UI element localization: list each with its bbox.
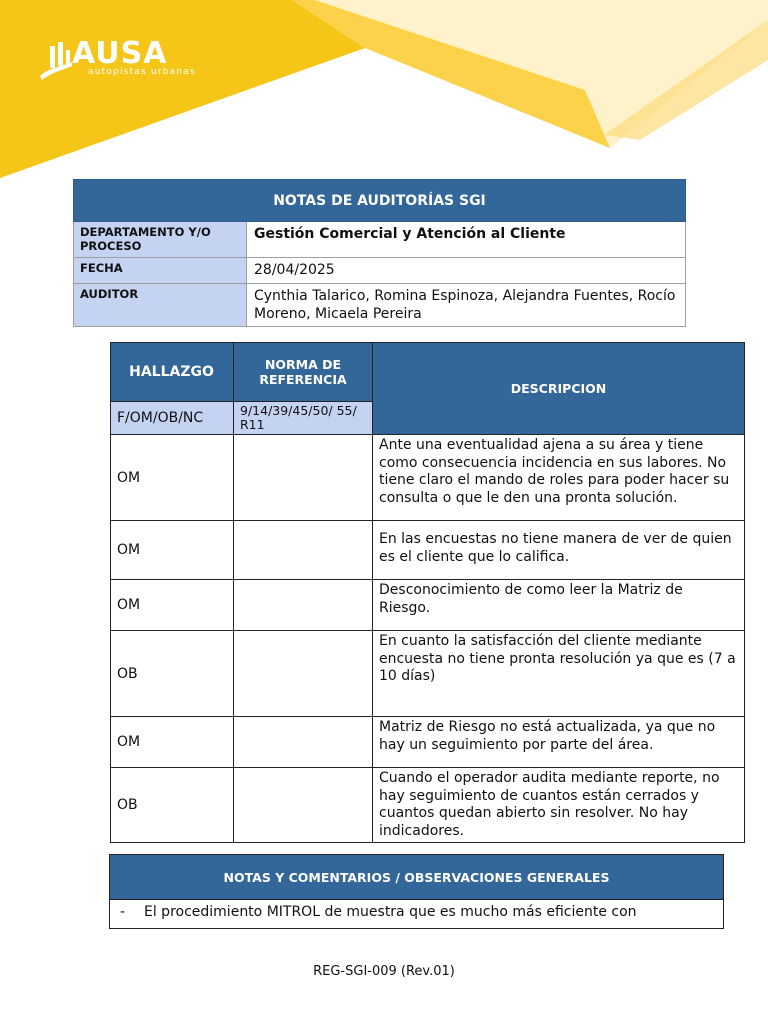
finding-description: Matriz de Riesgo no está actualizada, ya que no hay un seguimiento por parte del área. (373, 717, 745, 768)
list-item (110, 900, 724, 929)
finding-norma (234, 631, 373, 717)
finding-type: OM (111, 435, 234, 521)
norma-header: NORMA DE REFERENCIA (234, 343, 373, 402)
notes-title: NOTAS Y COMENTARIOS / OBSERVACIONES GENERALES (110, 855, 724, 900)
finding-norma (234, 768, 373, 843)
audit-info-title: NOTAS DE AUDITORÍAS SGI (74, 180, 686, 222)
department-value: Gestión Comercial y Atención al Cliente (247, 222, 686, 258)
brand-tagline: autopistas urbanas (88, 67, 196, 77)
finding-norma (234, 580, 373, 631)
note-bullet: - (120, 904, 126, 920)
table-row (111, 631, 745, 717)
auditor-value: Cynthia Talarico, Romina Espinoza, Alejandra Fuentes, Rocío Moreno, Micaela Pereira (247, 284, 686, 327)
findings-table (110, 342, 745, 843)
table-row (111, 580, 745, 631)
finding-type: OM (111, 717, 234, 768)
finding-description: En cuanto la satisfacción del cliente mediante encuesta no tiene pronta resolución ya que es (7 a 10 días) (373, 631, 745, 717)
hallazgo-subheader: F/OM/OB/NC (111, 402, 234, 435)
notes-table (109, 854, 724, 929)
document-code: REG-SGI-009 (Rev.01) (313, 964, 455, 979)
table-row (111, 521, 745, 580)
ausa-logo-icon (38, 40, 74, 82)
finding-type: OM (111, 580, 234, 631)
finding-norma (234, 521, 373, 580)
date-label: FECHA (74, 258, 247, 284)
descripcion-header: DESCRIPCION (373, 343, 745, 435)
note-text: El procedimiento MITROL de muestra que es mucho más eficiente con (144, 904, 637, 920)
norma-subheader: 9/14/39/45/50/ 55/ R11 (234, 402, 373, 435)
hallazgo-header: HALLAZGO (111, 343, 234, 402)
finding-type: OB (111, 768, 234, 843)
finding-description: Ante una eventualidad ajena a su área y tiene como consecuencia incidencia en sus labores. No tiene claro el mando de roles para poder hacer su consulta o que le den una pronta solución. (373, 435, 745, 521)
table-row (111, 717, 745, 768)
header-banner (0, 0, 768, 180)
date-value: 28/04/2025 (247, 258, 686, 284)
audit-info-table (73, 179, 686, 327)
finding-norma (234, 435, 373, 521)
finding-type: OM (111, 521, 234, 580)
finding-norma (234, 717, 373, 768)
brand-name: AUSA (72, 36, 168, 71)
table-row (111, 435, 745, 521)
auditor-label: AUDITOR (74, 284, 247, 327)
department-label: DEPARTAMENTO Y/O PROCESO (74, 222, 247, 258)
finding-description: En las encuestas no tiene manera de ver de quien es el cliente que lo califica. (373, 521, 745, 580)
finding-description: Cuando el operador audita mediante reporte, no hay seguimiento de cuantos están cerrados y cuantos quedan abierto sin resolver. No hay indicadores. (373, 768, 745, 843)
finding-description: Desconocimiento de como leer la Matriz de Riesgo. (373, 580, 745, 631)
table-row (111, 768, 745, 843)
finding-type: OB (111, 631, 234, 717)
